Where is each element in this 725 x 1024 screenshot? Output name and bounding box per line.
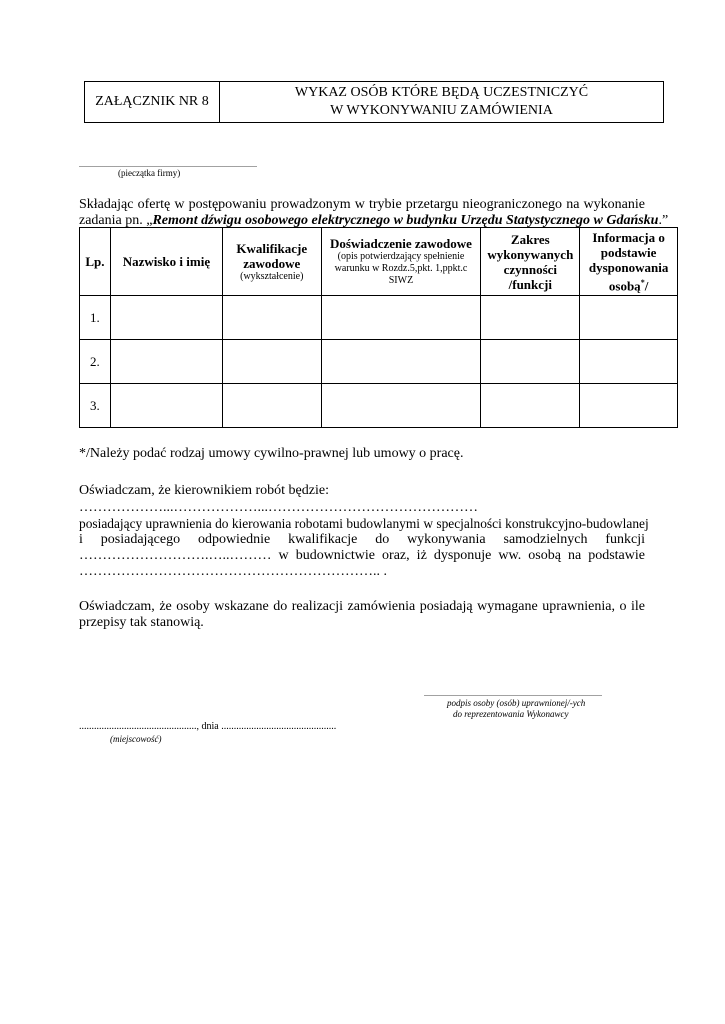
col-qual-label: Kwalifikacje zawodowe [236, 240, 308, 271]
row-number: 2. [80, 340, 111, 384]
intro-line-1: Składając ofertę w postępowaniu prowadzonym w trybie przetargu nieograniczonego na wykonanie [79, 197, 645, 212]
footnote: */Należy podać rodzaj umowy cywilno-prawnej lub umowy o pracę. [79, 446, 464, 461]
place-label: (miejscowość) [110, 734, 162, 744]
signature-label-1: podpis osoby (osób) uprawnionej/-ych [447, 698, 586, 708]
stamp-dots: ......................................................................................... [79, 160, 257, 169]
cell-name [110, 296, 222, 340]
attachment-label: ZAŁĄCZNIK NR 8 [85, 82, 220, 122]
col-experience [321, 228, 481, 296]
declaration1-line-1: Oświadczam, że kierownikiem robót będzie: [79, 483, 329, 498]
table-header-row [80, 228, 678, 296]
col-scope: Zakres wykonywanych czynności /funkcji [481, 228, 580, 296]
col-info [580, 228, 678, 296]
col-info-label: Informacja o podstawie dysponowania osobą [588, 229, 669, 294]
signature-label-2: do reprezentowania Wykonawcy [453, 709, 569, 719]
col-qualifications [222, 228, 321, 296]
cell-exp [321, 296, 481, 340]
table-row [80, 340, 678, 384]
cell-info [580, 384, 678, 428]
cell-name [110, 384, 222, 428]
persons-table [79, 227, 678, 428]
intro-prefix: zadania pn. „ [79, 213, 153, 228]
declaration1-line-5: ……………………….…..……… w budownictwie oraz, iż dysponuje ww. osobą na podstawie [79, 548, 645, 563]
document-title [220, 82, 663, 122]
col-info-sup: * [640, 277, 645, 287]
place-date-line: ..............................................., dnia .............................................. [79, 721, 337, 732]
declaration2-line-2: przepisy tak stanowią. [79, 615, 204, 630]
stamp-label: (pieczątka firmy) [118, 168, 181, 178]
cell-scope [481, 296, 580, 340]
cell-qual [222, 340, 321, 384]
cell-scope [481, 340, 580, 384]
table-row [80, 296, 678, 340]
declaration1-line-2: ………………...………………...……………………………………… [79, 500, 478, 515]
cell-exp [321, 384, 481, 428]
col-name: Nazwisko i imię [110, 228, 222, 296]
row-number: 3. [80, 384, 111, 428]
cell-exp [321, 340, 481, 384]
title-line-1: WYKAZ OSÓB KTÓRE BĘDĄ UCZESTNICZYĆ [294, 85, 589, 100]
declaration1-line-6: ……………………………………………………….. . [79, 564, 387, 579]
cell-qual [222, 296, 321, 340]
cell-name [110, 340, 222, 384]
col-qual-sub: (wykształcenie) [240, 270, 304, 282]
declaration1-line-4: i posiadającego odpowiednie kwalifikacje do wykonywania samodzielnych funkcji [79, 532, 645, 547]
cell-qual [222, 384, 321, 428]
intro-suffix: .” [658, 213, 669, 228]
declaration1-line-3: posiadający uprawnienia do kierowania robotami budowlanymi w specjalności konstrukcyjno-budowlanej [79, 516, 649, 531]
title-line-2: W WYKONYWANIU ZAMÓWIENIA [330, 103, 553, 118]
task-name: Remont dźwigu osobowego elektrycznego w budynku Urzędu Statystycznego w Gdańsku [152, 213, 659, 228]
signature-dots: ......................................................................................... [424, 689, 602, 698]
table-row [80, 384, 678, 428]
header-box [84, 81, 664, 123]
col-info-end: / [644, 278, 649, 294]
col-exp-label: Doświadczenie zawodowe [330, 236, 472, 251]
declaration2-line-1: Oświadczam, że osoby wskazane do realizacji zamówienia posiadają wymagane uprawnienia, o ile [79, 599, 645, 614]
col-exp-sub: (opis potwierdzający spełnienie warunku w Rozdz.5,pkt. 1,ppkt.c SIWZ [334, 251, 468, 286]
row-number: 1. [80, 296, 111, 340]
cell-info [580, 340, 678, 384]
col-lp: Lp. [80, 228, 111, 296]
cell-scope [481, 384, 580, 428]
cell-info [580, 296, 678, 340]
